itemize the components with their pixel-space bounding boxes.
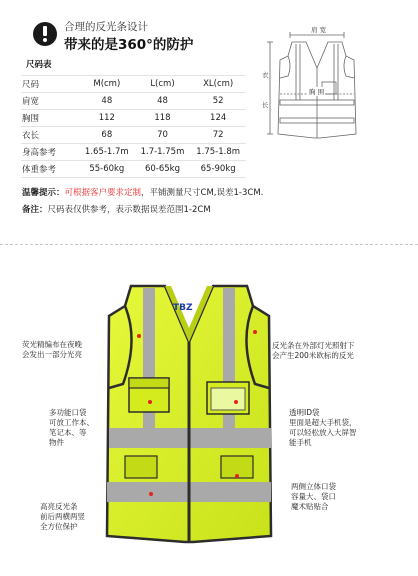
callout-side-pocket [291, 482, 336, 512]
length-label-top: 衣 [262, 71, 269, 79]
callout-reflective-strip [272, 341, 355, 361]
table-cell: 48 [79, 93, 135, 110]
remark-note [22, 203, 211, 215]
remark-label: 备注： [22, 205, 48, 215]
table-row [21, 127, 246, 144]
callout-text: 会发出一部分光亮 [22, 350, 82, 359]
table-cell: 60-65kg [135, 161, 191, 178]
table-cell: 112 [79, 110, 135, 127]
table-row [21, 110, 246, 127]
callout-text: 能手机 [289, 438, 312, 447]
logo-text: TBZ [173, 303, 193, 313]
callout-text: 容量大、袋口 [291, 492, 336, 501]
table-cell: 72 [190, 127, 246, 144]
callout-dot [148, 400, 152, 404]
callout-text: 多功能口袋 [49, 408, 87, 417]
table-cell: 118 [135, 110, 191, 127]
table-cell: 身高参考 [21, 144, 79, 161]
callout-text: 前后两横两竖 [40, 512, 85, 521]
callout-dot [149, 492, 153, 496]
callout-text: 高亮反光条 [40, 502, 78, 511]
callout-text: 魔术贴贴合 [291, 502, 329, 511]
table-cell: 1.75-1.8m [190, 144, 246, 161]
table-cell: 68 [79, 127, 135, 144]
tip-note [22, 186, 263, 198]
callout-dot [137, 334, 141, 338]
table-cell: 124 [190, 110, 246, 127]
callout-dot [253, 330, 257, 334]
table-cell: 体重参考 [21, 161, 79, 178]
callout-high-vis-strip [40, 502, 85, 532]
warning-icon [33, 22, 57, 46]
table-cell: 1.7-1.75m [135, 144, 191, 161]
callout-text: 荧光精编布在夜晚 [22, 340, 82, 349]
table-header-cell: XL(cm) [190, 76, 246, 93]
measurement-diagram [262, 22, 377, 147]
table-cell: 1.65-1.7m [79, 144, 135, 161]
callout-text: 可放工作本、 [49, 418, 94, 427]
table-cell: 衣长 [21, 127, 79, 144]
callout-text: 里面是超大手机袋， [289, 418, 357, 427]
remark-text: 尺码表仅供参考，表示数据误差范围1-2CM [47, 205, 211, 215]
table-cell: 肩宽 [21, 93, 79, 110]
callout-text: 物件 [49, 438, 64, 447]
callout-text: 全方位保护 [40, 522, 78, 531]
callout-text: 笔记本、等 [49, 428, 87, 437]
table-header-row [21, 76, 246, 93]
table-cell: 55-60kg [79, 161, 135, 178]
callout-text: 透明ID袋 [289, 408, 320, 417]
callout-text: 两侧立体口袋 [291, 482, 336, 491]
length-label-bottom: 长 [262, 101, 269, 109]
callout-dot [234, 400, 238, 404]
table-row [21, 144, 246, 161]
table-cell: 48 [135, 93, 191, 110]
safety-vest-image [103, 280, 275, 546]
shoulder-width-label: 肩 宽 [311, 26, 327, 34]
callout-id-pocket [289, 408, 357, 448]
section-divider [0, 244, 418, 245]
table-header-cell: 尺码 [21, 76, 79, 93]
table-cell: 65-90kg [190, 161, 246, 178]
table-header-cell: M(cm) [79, 76, 135, 93]
table-header-cell: L(cm) [135, 76, 191, 93]
chest-label: 胸 围 [309, 88, 325, 96]
vest-outline-drawing [262, 22, 377, 147]
table-row [21, 161, 246, 178]
table-cell: 70 [135, 127, 191, 144]
header-title: 带来的是360°的防护 [64, 37, 194, 53]
callout-mesh-fabric [22, 340, 82, 360]
callout-text: 可以轻松放入大屏智 [289, 428, 357, 437]
tip-text: ，平铺测量尺寸CM,误差1-3CM. [141, 188, 264, 198]
table-cell: 胸围 [21, 110, 79, 127]
tip-highlight: 可根据客户要求定制 [64, 188, 142, 198]
table-row [21, 93, 246, 110]
callout-dot [235, 474, 239, 478]
callout-multi-pocket [49, 408, 94, 448]
size-table [21, 75, 246, 178]
callout-text: 反光条在外部灯光照射下 [272, 341, 355, 350]
tip-label: 温馨提示： [22, 188, 65, 198]
table-cell: 52 [190, 93, 246, 110]
callout-text: 会产生200米欧标的反光 [272, 351, 354, 360]
size-table-caption: 尺码表 [26, 60, 52, 70]
header-subtitle: 合理的反光条设计 [64, 21, 148, 33]
